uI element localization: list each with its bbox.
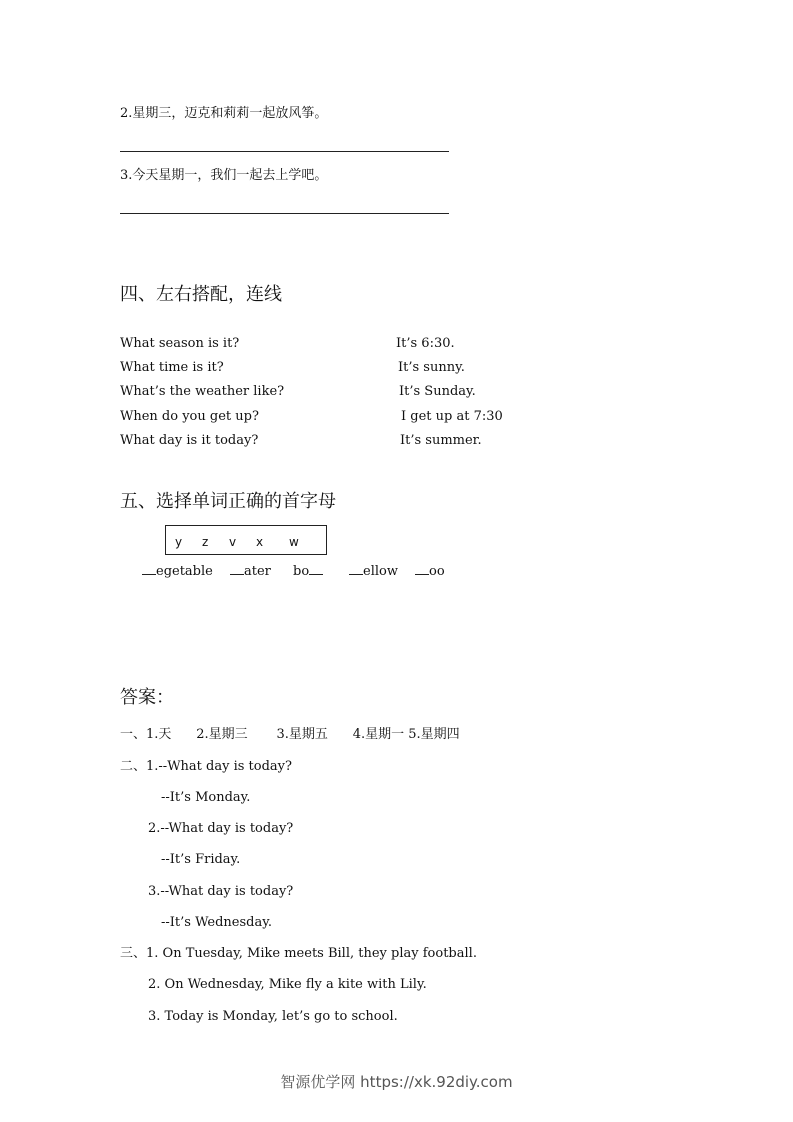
match-left-4: When do you get up? [120,409,259,424]
section5-heading: 五、选择单词正确的首字母 [120,491,336,512]
translation-item-2: 2.星期三，迈克和莉莉一起放风筝。 [120,106,328,121]
word-blank-4: ellow [349,562,398,580]
match-right-5: It’s summer. [400,433,482,448]
match-left-2: What time is it? [120,360,224,375]
footer-watermark: 智源优学网 https://xk.92diy.com [280,1073,513,1091]
letter-choice: x [256,535,264,549]
translation-item-3: 3.今天星期一，我们一起去上学吧。 [120,168,328,183]
word-blank-1: egetable [142,562,213,580]
answers-part2-line: 3.--What day is today? [148,884,294,899]
match-right-3: It’s Sunday. [399,384,476,399]
answers-part3-line: 2. On Wednesday, Mike fly a kite with Lily. [148,977,427,992]
answers-part2-line: --It’s Friday. [161,852,241,867]
match-right-2: It’s sunny. [398,360,465,375]
blank-line [142,562,156,575]
answer-line-3 [120,213,449,214]
word-blank-5: oo [415,562,445,580]
answers-part2-line: --It’s Monday. [161,790,251,805]
match-left-1: What season is it? [120,336,240,351]
blank-line [230,562,244,575]
blank-line [349,562,363,575]
letter-choice: v [229,535,237,549]
answers-part2-line: 2.--What day is today? [148,821,294,836]
match-left-3: What’s the weather like? [120,384,285,399]
word-blank-2: ater [230,562,271,580]
letter-choice: y [175,535,183,549]
word-blank-3: bo [293,562,323,580]
letter-choice: w [289,535,299,549]
answers-part1: 一、1.天 2.星期三 3.星期五 4.星期一 5.星期四 [120,727,460,742]
answers-heading: 答案： [120,687,174,708]
answer-line-2 [120,151,449,152]
answers-part3-line: 3. Today is Monday, let’s go to school. [148,1009,398,1024]
match-right-1: It’s 6:30. [396,336,455,351]
blank-line [309,562,323,575]
match-right-4: I get up at 7:30 [401,409,503,424]
answers-part3-line: 三、1. On Tuesday, Mike meets Bill, they play football. [120,946,477,961]
answers-part2-line: --It’s Wednesday. [161,915,272,930]
match-left-5: What day is it today? [120,433,259,448]
section4-heading: 四、左右搭配，连线 [120,284,282,305]
letter-choice: z [202,535,209,549]
letter-choices-box [165,525,327,555]
blank-line [415,562,429,575]
answers-part2-line: 二、1.--What day is today? [120,759,292,774]
